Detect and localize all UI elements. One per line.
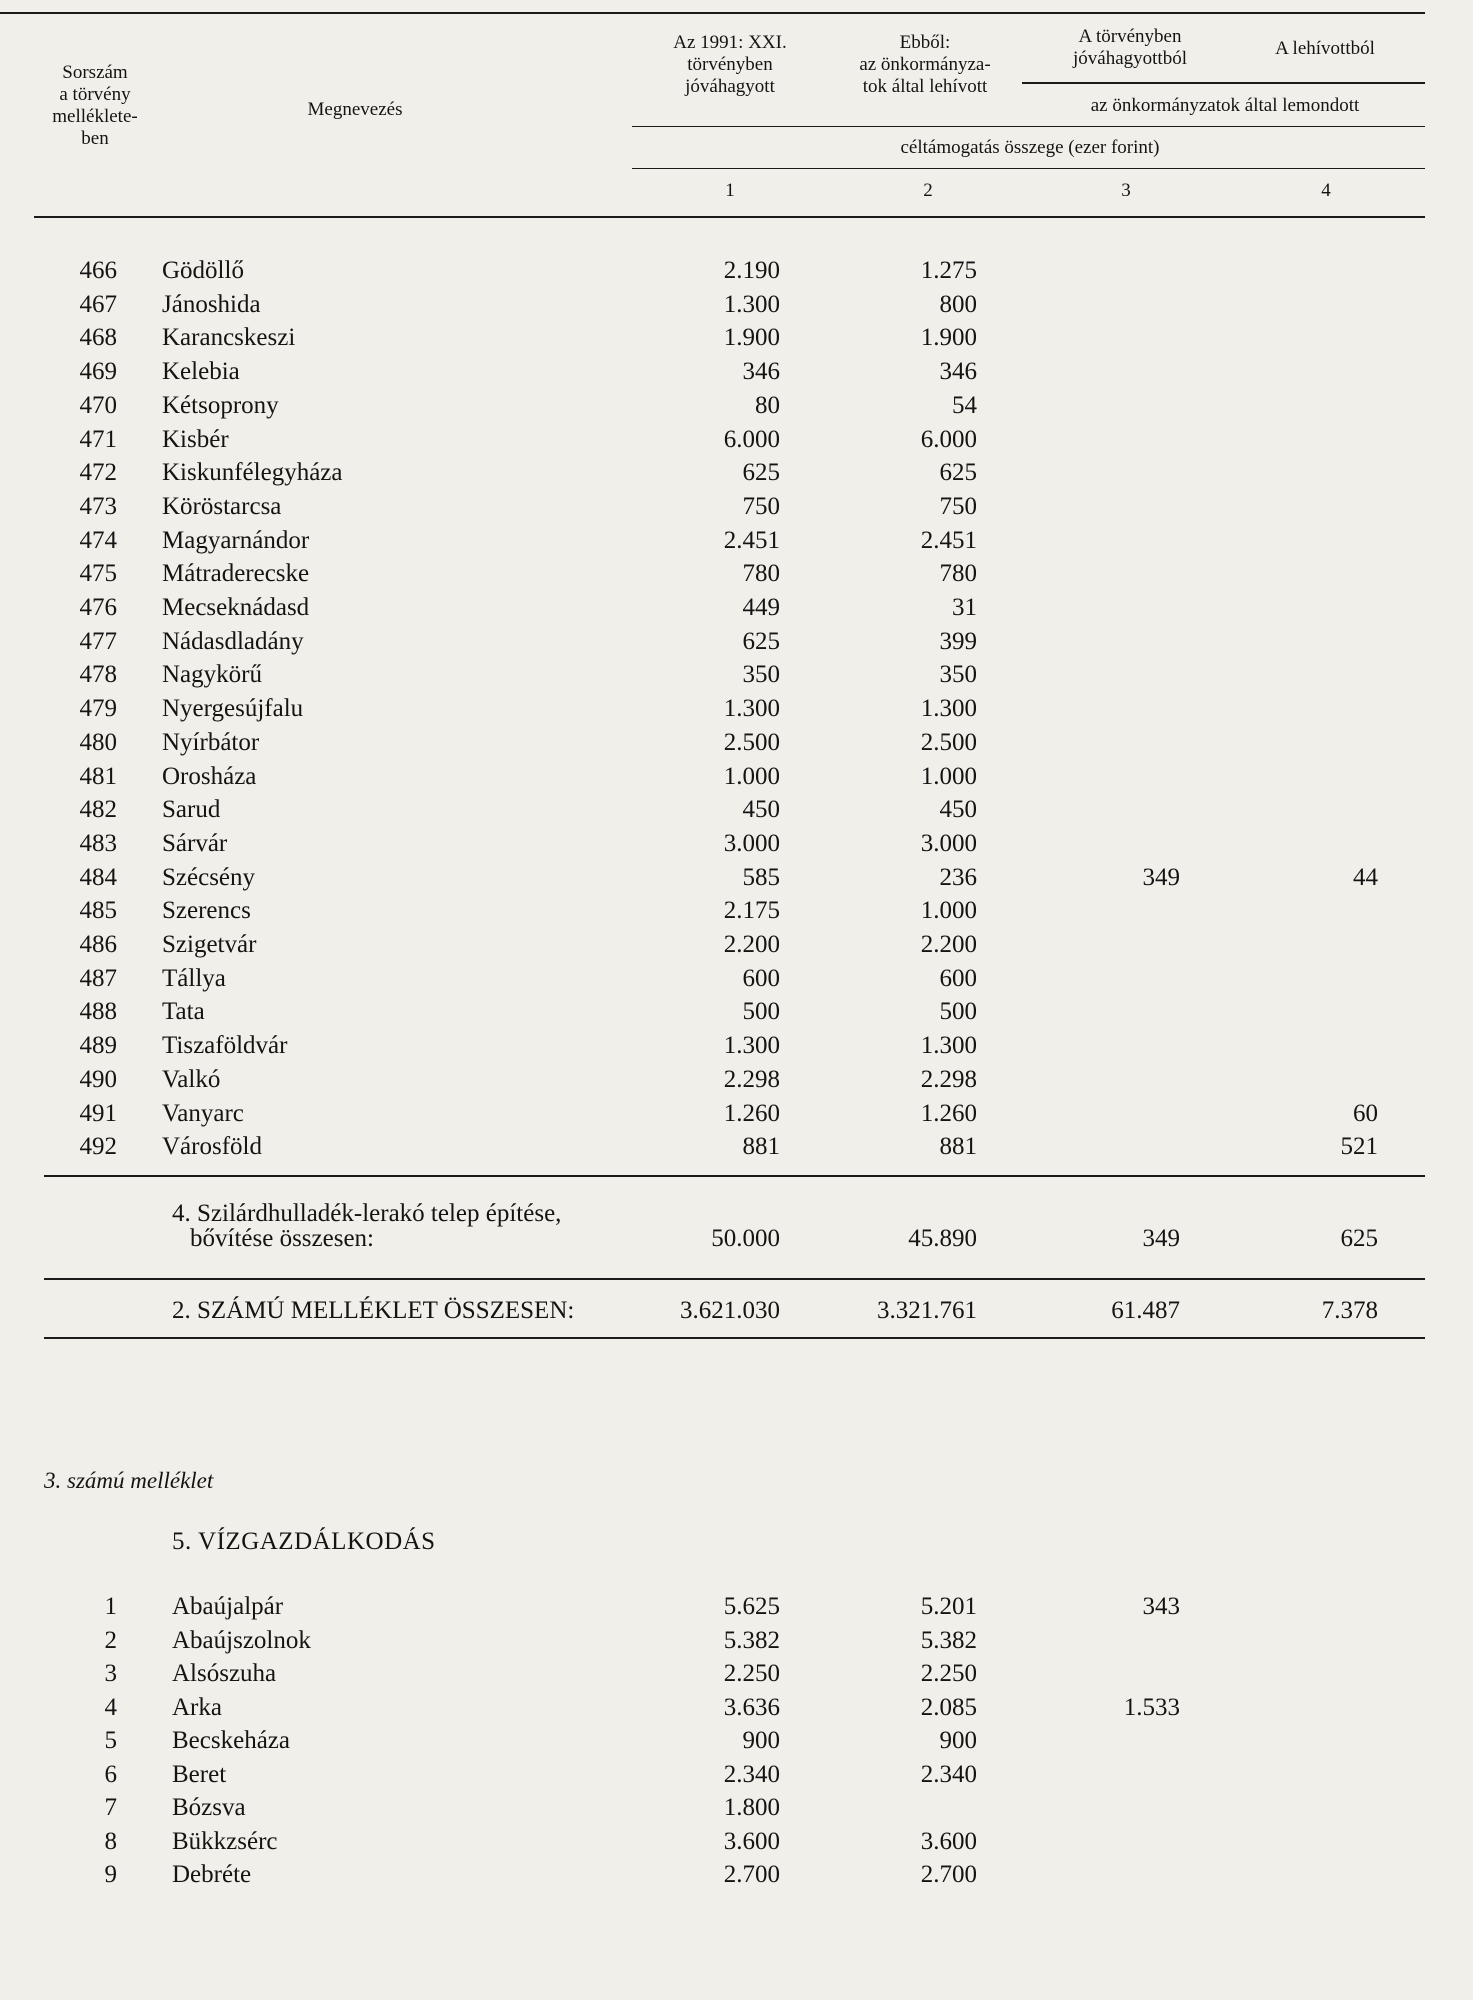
row-number: 488 [79,998,117,1026]
subtotal-label-line1: 4. Szilárdhulladék-lerakó telep építése, [172,1200,562,1227]
table-row [0,658,1473,692]
row-value-approved: 80 [755,391,780,419]
header-sorszam-line: a törvény [59,84,131,105]
row-name: Bózsva [172,1794,246,1821]
row-number: 469 [79,358,117,386]
row-value-drawn: 900 [939,1727,977,1754]
header-sorszam-line: melléklete- [52,106,138,127]
header-col2-line: tok által lehívott [862,76,988,97]
row-number: 4 [104,1693,117,1721]
row-value-drawn: 1.300 [920,695,977,723]
subtotal-v4: 625 [1340,1225,1378,1252]
subtotal-v2: 45.890 [908,1225,977,1252]
row-name: Szécsény [162,863,256,891]
total-row [0,1294,1473,1328]
row-value-drawn: 1.900 [920,324,977,352]
row-name: Tiszaföldvár [162,1032,288,1060]
subtotal-rule [44,1175,1425,1177]
row-name: Szerencs [162,897,251,925]
row-value-approved: 2.250 [723,1660,780,1687]
table-row [0,1590,1473,1624]
row-value-approved: 1.000 [723,762,780,790]
row-name: Sarud [162,796,221,824]
row-value-approved: 1.260 [723,1099,780,1127]
subtotal-v3: 349 [1142,1225,1180,1252]
table-row [0,962,1473,996]
header-sorszam [20,62,170,150]
row-number: 490 [79,1065,117,1093]
table-row [0,1691,1473,1725]
row-value-drawn: 600 [939,964,977,992]
table-row [0,423,1473,457]
row-number: 487 [79,964,117,992]
table-row [0,625,1473,659]
row-value-drawn: 350 [939,661,977,689]
row-value-approved: 900 [742,1727,780,1754]
table-row [0,1097,1473,1131]
row-value-drawn: 625 [939,459,977,487]
header-col4-top: A lehívottból [1275,38,1375,59]
row-value-approved: 2.200 [723,931,780,958]
row-value-waived-drawn: 60 [1353,1099,1378,1127]
row-value-approved: 2.451 [723,526,780,554]
row-value-approved: 1.900 [723,324,780,352]
row-name: Magyarnándor [162,526,310,554]
table-row [0,490,1473,524]
row-value-drawn: 800 [939,290,977,318]
header-col1 [635,32,825,98]
subtotal-label-line2: bővítése összesen: [190,1225,374,1252]
row-name: Alsószuha [172,1660,277,1687]
row-number: 489 [79,1032,117,1060]
row-value-approved: 1.800 [723,1794,780,1821]
header-col1-line: törvényben [687,54,773,75]
table-row [0,1724,1473,1758]
row-number: 5 [104,1727,117,1754]
table-row [0,355,1473,389]
total-v3: 61.487 [1111,1297,1180,1324]
table-row [0,288,1473,322]
row-number: 9 [104,1861,117,1888]
table-row [0,1029,1473,1063]
row-name: Orosháza [162,762,257,790]
annex-title: 3. számú melléklet [44,1468,214,1493]
row-value-approved: 3.000 [723,829,780,857]
total-bottom-rule [44,1337,1425,1339]
row-value-drawn: 3.000 [920,829,977,857]
total-label: 2. SZÁMÚ MELLÉKLET ÖSSZESEN: [172,1297,575,1324]
row-name: Nyírbátor [162,728,260,756]
table-row [0,726,1473,760]
row-number: 2 [104,1626,117,1654]
row-name: Karancskeszi [162,324,296,352]
row-value-drawn: 1.000 [920,897,977,925]
table-row [0,692,1473,726]
table-row [0,557,1473,591]
row-value-drawn: 236 [939,863,977,891]
row-number: 484 [79,863,117,891]
row-name: Abaújalpár [172,1593,284,1620]
row-value-waived-approved: 343 [1142,1593,1180,1620]
table-row [0,928,1473,962]
row-value-approved: 5.625 [723,1593,780,1620]
header-col3-line: A törvényben [1078,26,1182,47]
header-col34-rule [1022,82,1425,84]
header-span-label: céltámogatás összege (ezer forint) [900,137,1160,158]
row-number: 6 [104,1760,117,1788]
column-number: 4 [1321,180,1331,201]
row-value-approved: 3.636 [723,1693,780,1721]
table-row [0,793,1473,827]
row-number: 477 [79,627,117,655]
row-value-drawn: 6.000 [920,425,977,453]
table-row [0,995,1473,1029]
header-col3-top [1030,26,1230,70]
header-col1-line: jóváhagyott [685,76,775,97]
row-name: Sárvár [162,829,228,857]
row-name: Debréte [172,1861,252,1888]
header-col2-line: Ebből: [899,32,951,53]
row-value-approved: 625 [742,627,780,655]
header-col1-line: Az 1991: XXI. [673,32,787,53]
row-name: Kisbér [162,425,229,453]
row-value-drawn: 2.500 [920,728,977,756]
row-value-approved: 500 [742,998,780,1026]
row-value-approved: 1.300 [723,1032,780,1060]
row-number: 476 [79,594,117,621]
row-value-approved: 881 [742,1133,780,1161]
column-number: 1 [725,180,735,201]
row-name: Kétsoprony [162,391,279,419]
header-col2-line: az önkormányza- [859,54,991,75]
row-value-drawn: 31 [952,594,977,621]
column-number: 2 [923,180,933,201]
row-value-approved: 585 [742,863,780,891]
row-value-approved: 5.382 [723,1626,780,1654]
table-row [0,389,1473,423]
row-value-waived-approved: 349 [1142,863,1180,891]
row-value-approved: 750 [742,492,780,520]
row-value-drawn: 881 [939,1133,977,1161]
row-number: 466 [79,257,117,284]
row-value-drawn: 1.300 [920,1032,977,1060]
table-row [0,760,1473,794]
row-value-drawn: 2.340 [920,1760,977,1788]
row-value-approved: 600 [742,964,780,992]
row-value-approved: 450 [742,796,780,824]
row-value-approved: 625 [742,459,780,487]
row-name: Mátraderecske [162,560,310,588]
total-v2: 3.321.761 [877,1297,977,1324]
table-row [0,591,1473,625]
row-value-drawn: 500 [939,998,977,1026]
table-row [0,1825,1473,1859]
row-number: 8 [104,1827,117,1855]
table-row [0,1791,1473,1825]
row-name: Szigetvár [162,931,257,958]
row-number: 1 [104,1593,117,1620]
row-name: Becskeháza [172,1727,290,1754]
row-value-drawn: 1.260 [920,1099,977,1127]
total-top-rule [44,1278,1425,1280]
header-col2 [830,32,1020,98]
row-number: 467 [79,290,117,318]
table-row [0,456,1473,490]
row-value-drawn: 5.201 [920,1593,977,1620]
row-value-drawn: 399 [939,627,977,655]
row-value-drawn: 2.200 [920,931,977,958]
table-row [0,321,1473,355]
row-number: 470 [79,391,117,419]
row-value-drawn: 1.000 [920,762,977,790]
row-number: 485 [79,897,117,925]
header-data-rule [632,126,1425,127]
table-row [0,861,1473,895]
table-row [0,1624,1473,1658]
row-name: Vanyarc [162,1099,244,1127]
row-value-approved: 2.340 [723,1760,780,1788]
row-number: 481 [79,762,117,790]
row-value-drawn: 3.600 [920,1827,977,1855]
row-number: 471 [79,425,117,453]
row-value-drawn: 450 [939,796,977,824]
row-name: Mecseknádasd [162,594,310,621]
row-name: Abaújszolnok [172,1626,311,1654]
row-name: Beret [172,1760,227,1788]
row-value-approved: 1.300 [723,695,780,723]
row-value-drawn: 2.085 [920,1693,977,1721]
header-sorszam-line: ben [81,128,109,149]
row-number: 475 [79,560,117,588]
row-value-approved: 346 [742,358,780,386]
row-number: 491 [79,1099,117,1127]
header-col3-line: jóváhagyottból [1073,48,1187,69]
row-value-approved: 350 [742,661,780,689]
row-value-drawn: 5.382 [920,1626,977,1654]
row-number: 483 [79,829,117,857]
row-value-drawn: 2.250 [920,1660,977,1687]
header-span-rule [632,168,1425,169]
row-name: Kiskunfélegyháza [162,459,343,487]
row-number: 478 [79,661,117,689]
row-value-waived-approved: 1.533 [1123,1693,1180,1721]
row-name: Gödöllő [162,257,244,284]
column-number: 3 [1121,180,1131,201]
row-value-approved: 1.300 [723,290,780,318]
header-col34-bottom: az önkormányzatok által lemondott [1090,95,1360,116]
table-row [0,1758,1473,1792]
row-name: Tállya [162,964,226,992]
subtotal-values [0,1222,1473,1256]
row-name: Tata [162,998,205,1026]
row-number: 468 [79,324,117,352]
header-bottom-rule [34,216,1425,218]
row-value-waived-drawn: 44 [1353,863,1378,891]
table-row [0,1858,1473,1892]
row-name: Arka [172,1693,222,1721]
table-row [0,524,1473,558]
row-value-approved: 2.500 [723,728,780,756]
row-name: Nagykörű [162,661,262,689]
row-value-drawn: 2.700 [920,1861,977,1888]
row-name: Nyergesújfalu [162,695,304,723]
row-value-approved: 2.298 [723,1065,780,1093]
row-number: 482 [79,796,117,824]
row-value-drawn: 2.451 [920,526,977,554]
total-v1: 3.621.030 [680,1297,780,1324]
table-row [0,254,1473,288]
row-number: 492 [79,1133,117,1161]
row-value-drawn: 54 [952,391,977,419]
total-v4: 7.378 [1321,1297,1378,1324]
row-value-approved: 6.000 [723,425,780,453]
header-sorszam-line: Sorszám [62,62,128,83]
row-name: Nádasdladány [162,627,304,655]
row-number: 486 [79,931,117,958]
row-value-approved: 449 [742,594,780,621]
row-name: Köröstarcsa [162,492,282,520]
row-number: 474 [79,526,117,554]
row-value-drawn: 2.298 [920,1065,977,1093]
row-value-drawn: 346 [939,358,977,386]
row-value-approved: 780 [742,560,780,588]
table-row [0,1657,1473,1691]
table-row [0,1130,1473,1164]
row-value-approved: 2.700 [723,1861,780,1888]
table-row [0,1063,1473,1097]
row-name: Jánoshida [162,290,261,318]
row-name: Bükkzsérc [172,1827,278,1855]
row-number: 479 [79,695,117,723]
row-value-approved: 2.190 [723,257,780,284]
row-value-drawn: 780 [939,560,977,588]
row-value-approved: 3.600 [723,1827,780,1855]
row-number: 3 [104,1660,117,1687]
row-name: Kelebia [162,358,240,386]
row-number: 473 [79,492,117,520]
row-name: Városföld [162,1133,262,1161]
subtotal-v1: 50.000 [711,1225,780,1252]
row-value-drawn: 1.275 [920,257,977,284]
header-megnevezes: Megnevezés [307,99,403,120]
row-number: 7 [104,1794,117,1821]
row-number: 480 [79,728,117,756]
row-value-approved: 2.175 [723,897,780,925]
row-value-drawn: 750 [939,492,977,520]
table-row [0,894,1473,928]
table-row [0,827,1473,861]
row-value-waived-drawn: 521 [1340,1133,1378,1161]
header-top-rule [0,12,1425,14]
row-name: Valkó [162,1065,221,1093]
section-title: 5. VÍZGAZDÁLKODÁS [172,1528,436,1555]
row-number: 472 [79,459,117,487]
